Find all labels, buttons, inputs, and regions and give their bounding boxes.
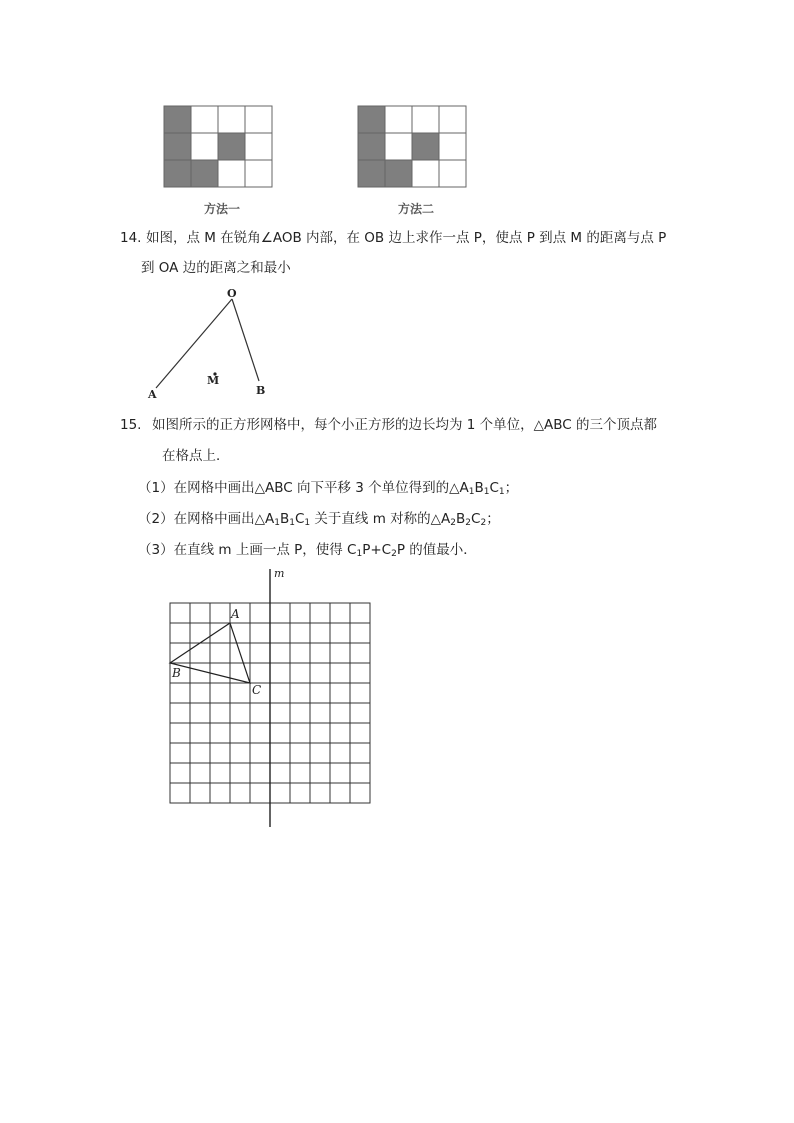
q15-number: 15. bbox=[120, 417, 142, 433]
q14-text-line2: 到 OA 边的距离之和最小 bbox=[141, 260, 291, 276]
q15-text-line2: 在格点上． bbox=[162, 448, 230, 464]
q14-text-line1: 如图，点 M 在锐角∠AOB 内部，在 OB 边上求作一点 P，使点 P 到点 M 的距离与点 P bbox=[146, 230, 667, 246]
method-figures bbox=[150, 100, 480, 218]
method1-grid bbox=[164, 106, 272, 187]
method1-caption: 方法一 bbox=[204, 202, 241, 216]
q15-item1: （1）在网格中画出△ABC 向下平移 3 个单位得到的$\triangle A_1B_1C_1$； bbox=[138, 480, 519, 497]
q15-item3: （3）在直线 m 上画一点 P，使得 $C_1P+C_2P$ 的值最小． bbox=[138, 542, 477, 559]
method2-grid bbox=[358, 106, 466, 187]
q15-text-line1: 如图所示的正方形网格中，每个小正方形的边长均为 1 个单位，△ABC 的三个顶点都 bbox=[152, 417, 658, 433]
q14-number: 14. bbox=[120, 230, 142, 246]
method2-caption: 方法二 bbox=[398, 202, 435, 216]
q15-grid-figure bbox=[160, 565, 390, 830]
point-a-label: A bbox=[148, 388, 157, 401]
q15-item2: （2）在网格中画出$\triangle A_1B_1C_1$ 关于直线 m 对称的$\triangle A_2B_2C_2$； bbox=[138, 511, 500, 528]
vertex-b-label: B bbox=[172, 666, 181, 680]
line-m-label: m bbox=[274, 567, 285, 580]
point-b-label: B bbox=[256, 384, 266, 397]
grid-svg bbox=[160, 565, 390, 830]
point-m-label: M bbox=[207, 374, 220, 387]
vertex-c-label: C bbox=[252, 683, 262, 697]
point-o-label: O bbox=[227, 287, 237, 300]
q14-angle-figure bbox=[140, 285, 280, 405]
vertex-a-label: A bbox=[231, 607, 240, 621]
